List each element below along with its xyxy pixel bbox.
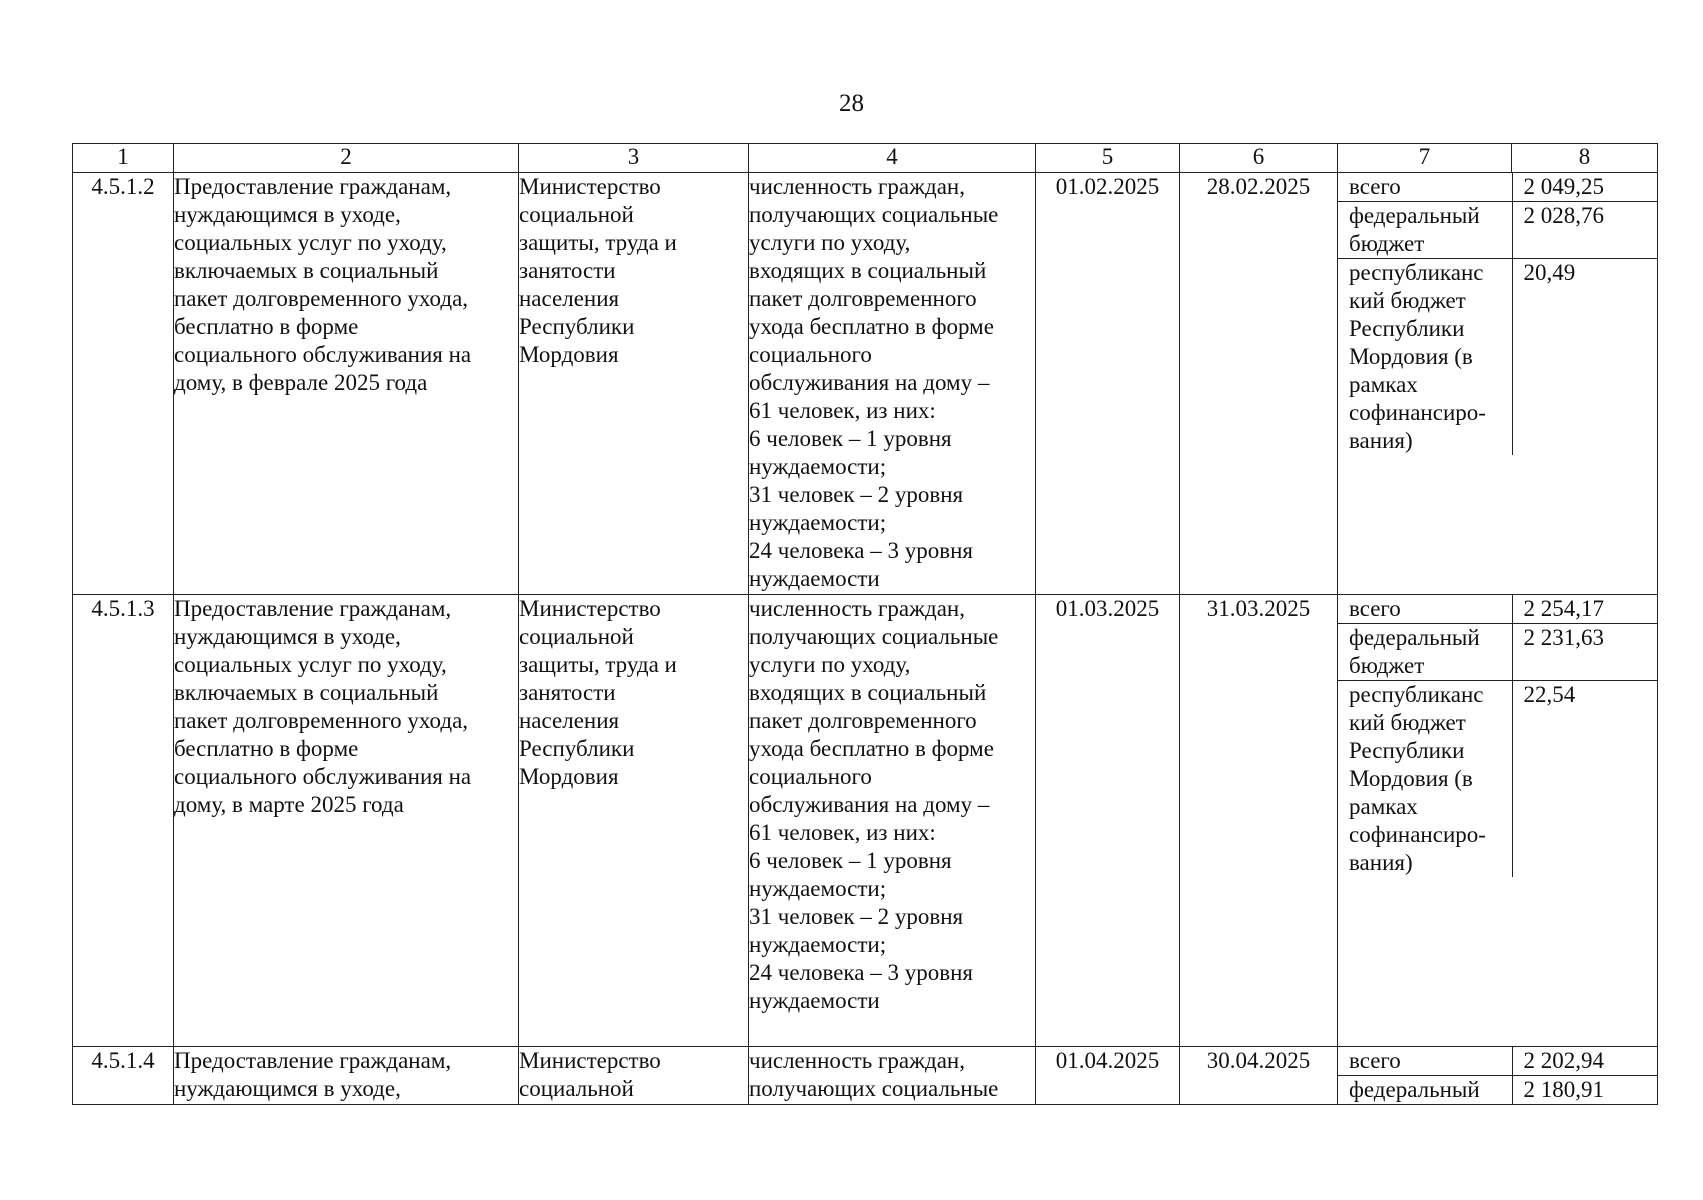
financing-source: всего xyxy=(1338,595,1512,624)
end-date: 30.04.2025 xyxy=(1180,1047,1338,1105)
column-header: 7 xyxy=(1338,144,1512,173)
financing-row xyxy=(1338,1076,1658,1105)
event-description: Предоставление гражданам, нуждающимся в уходе, социальных услуг по уходу, включаемых в социальный пакет долговременного ухода, бесплатно в форме социального обслуживания на дому, в феврале 2025 года xyxy=(174,173,519,595)
financing-row xyxy=(1338,1047,1658,1076)
column-header: 3 xyxy=(519,144,749,173)
row-code: 4.5.1.2 xyxy=(73,173,174,595)
financing-amount: 20,49 xyxy=(1523,260,1576,285)
financing-row xyxy=(1338,259,1658,456)
program-table xyxy=(72,143,1658,1105)
financing-amount: 2 254,17 xyxy=(1512,595,1658,624)
indicator: численность граждан, получающих социальные xyxy=(749,1047,1036,1105)
column-header: 2 xyxy=(174,144,519,173)
column-header: 1 xyxy=(73,144,174,173)
header-row xyxy=(73,144,1658,173)
table-row xyxy=(73,173,1658,595)
start-date: 01.04.2025 xyxy=(1036,1047,1180,1105)
event-description: Предоставление гражданам, нуждающимся в уходе, xyxy=(174,1047,519,1105)
financing-source: республиканс кий бюджет Республики Мордовия (в рамках софинансиро- вания) xyxy=(1338,681,1512,878)
financing-row xyxy=(1338,681,1658,878)
column-header: 4 xyxy=(749,144,1036,173)
financing-row xyxy=(1338,624,1658,681)
financing-row xyxy=(1338,173,1658,202)
start-date: 01.02.2025 xyxy=(1036,173,1180,595)
financing-table xyxy=(1338,595,1658,877)
financing-amount: 2 180,91 xyxy=(1523,1077,1604,1102)
financing-table xyxy=(1338,1047,1658,1104)
financing-cell xyxy=(1338,1047,1658,1105)
financing-source: федеральный бюджет xyxy=(1338,624,1512,681)
financing-row xyxy=(1338,202,1658,259)
indicator: численность граждан, получающих социальные услуги по уходу, входящих в социальный пакет долговременного ухода бесплатно в форме социального обслуживания на дому – 61 человек, из них: 6 человек – 1 уровня нуждаемости; 31 человек – 2 уровня нуждаемости; 24 человека – 3 уровня нуждаемости xyxy=(749,173,1036,595)
financing-row xyxy=(1338,595,1658,624)
end-date: 31.03.2025 xyxy=(1180,595,1338,1047)
financing-cell xyxy=(1338,595,1658,1047)
table-row xyxy=(73,1047,1658,1105)
table-row xyxy=(73,595,1658,1047)
financing-source: федеральный бюджет xyxy=(1338,202,1512,259)
executor: Министерство социальной xyxy=(519,1047,749,1105)
financing-amount: 2 028,76 xyxy=(1512,202,1658,259)
end-date: 28.02.2025 xyxy=(1180,173,1338,595)
financing-source: федеральный xyxy=(1338,1076,1512,1105)
financing-amount: 2 231,63 xyxy=(1512,624,1658,681)
executor: Министерство социальной защиты, труда и занятости населения Республики Мордовия xyxy=(519,595,749,1047)
financing-amount: 2 202,94 xyxy=(1512,1047,1658,1076)
column-header: 8 xyxy=(1512,144,1658,173)
column-header: 5 xyxy=(1036,144,1180,173)
indicator: численность граждан, получающих социальные услуги по уходу, входящих в социальный пакет долговременного ухода бесплатно в форме социального обслуживания на дому – 61 человек, из них: 6 человек – 1 уровня нуждаемости; 31 человек – 2 уровня нуждаемости; 24 человека – 3 уровня нуждаемости xyxy=(749,595,1036,1047)
financing-amount: 22,54 xyxy=(1523,682,1576,707)
row-code: 4.5.1.3 xyxy=(73,595,174,1047)
financing-cell xyxy=(1338,173,1658,595)
row-code: 4.5.1.4 xyxy=(73,1047,174,1105)
page-number: 28 xyxy=(839,90,864,117)
event-description: Предоставление гражданам, нуждающимся в уходе, социальных услуг по уходу, включаемых в социальный пакет долговременного ухода, бесплатно в форме социального обслуживания на дому, в марте 2025 года xyxy=(174,595,519,1047)
financing-source: всего xyxy=(1338,173,1512,202)
start-date: 01.03.2025 xyxy=(1036,595,1180,1047)
financing-table xyxy=(1338,173,1658,455)
financing-amount: 2 049,25 xyxy=(1512,173,1658,202)
executor: Министерство социальной защиты, труда и занятости населения Республики Мордовия xyxy=(519,173,749,595)
column-header: 6 xyxy=(1180,144,1338,173)
financing-source: республиканс кий бюджет Республики Мордовия (в рамках софинансиро- вания) xyxy=(1338,259,1512,456)
financing-source: всего xyxy=(1338,1047,1512,1076)
